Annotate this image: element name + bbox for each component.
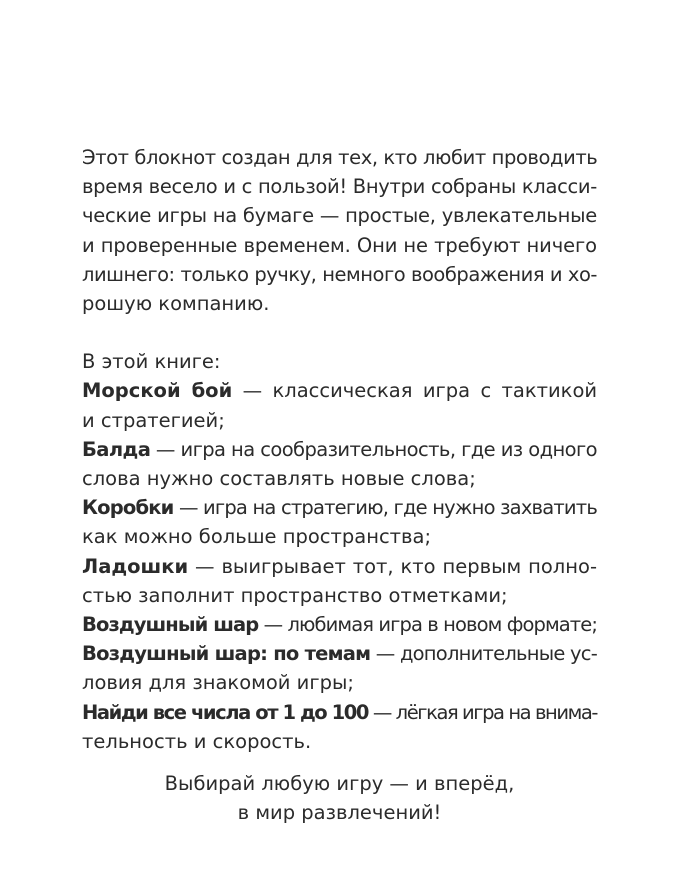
intro-line: время весело и с пользой! Внутри собраны класси-	[82, 175, 597, 199]
item-description: как можно больше пространства;	[82, 525, 432, 549]
item-description: — классическая игра с тактикой	[232, 379, 598, 403]
item-description: — любимая игра в новом формате;	[258, 613, 597, 637]
item-title: Воздушный шар	[82, 613, 259, 637]
item-description: слова нужно составлять новые слова;	[82, 467, 476, 491]
contents-item	[82, 376, 597, 434]
item-description: — игра на стратегию, где нужно захватить	[173, 496, 597, 520]
contents-item	[82, 435, 597, 493]
item-description: — лёгкая игра на внима-	[368, 700, 597, 724]
item-title: Ладошки	[82, 554, 189, 578]
item-title: Найди все числа от 1 до 100	[82, 700, 369, 724]
item-title: Воздушный шар: по темам	[82, 642, 371, 666]
contents-item	[82, 610, 597, 639]
intro-line: ческие игры на бумаге — простые, увлекательные	[82, 204, 597, 228]
item-description: — игра на сообразительность, где из одного	[150, 437, 597, 461]
intro-line: Этот блокнот создан для тех, кто любит проводить	[82, 146, 598, 169]
closing-line: Выбирай любую игру — и вперёд,	[164, 772, 515, 795]
item-title: Коробки	[82, 496, 174, 520]
page-content	[82, 143, 598, 825]
contents-item	[82, 639, 597, 697]
contents-heading: В этой книге:	[82, 350, 221, 374]
item-title: Морской бой	[82, 379, 233, 403]
item-description: стью заполнит пространство отметками;	[82, 583, 508, 607]
contents-item	[82, 552, 597, 610]
item-description: тельность и скорость.	[82, 729, 312, 753]
intro-line: рошую компанию.	[82, 292, 270, 316]
intro-line: и проверенные временем. Они не требуют ничего	[82, 233, 597, 257]
contents-item	[82, 493, 597, 551]
item-description: — дополнительные ус-	[370, 642, 597, 666]
item-description: ловия для знакомой игры;	[82, 671, 354, 695]
intro-line: лишнего: только ручку, немного воображения и хо-	[82, 262, 597, 286]
closing-text	[82, 769, 597, 827]
intro-paragraph	[82, 143, 597, 318]
closing-line: в мир развлечений!	[237, 801, 442, 825]
item-description: — выигрывает тот, кто первым полно-	[188, 554, 597, 578]
item-title: Балда	[82, 437, 151, 461]
contents-item	[82, 698, 597, 756]
item-description: и стратегией;	[82, 408, 225, 432]
